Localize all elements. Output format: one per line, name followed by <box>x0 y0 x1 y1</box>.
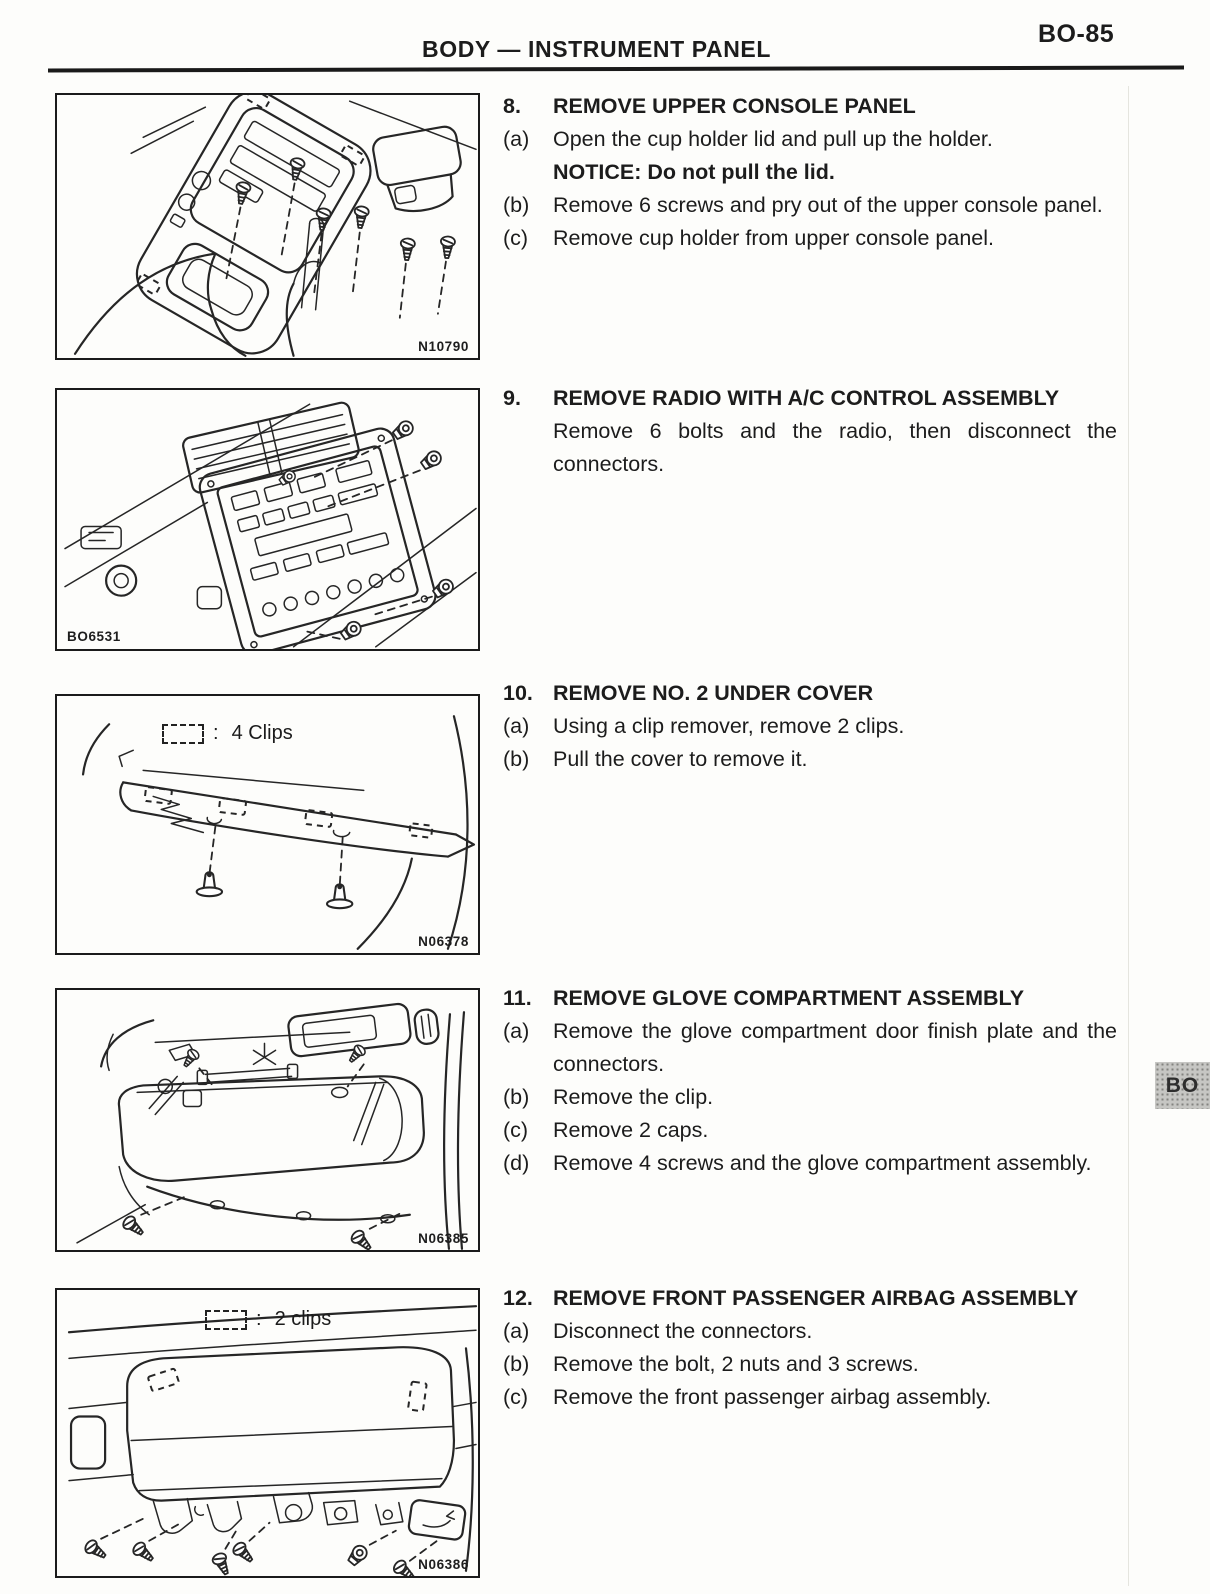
substep-text: Pull the cover to remove it. <box>553 747 808 771</box>
substep-label: (b) <box>503 193 530 217</box>
cup-holder <box>371 125 468 217</box>
screw-icon <box>83 1538 109 1562</box>
side-vent <box>414 1008 440 1045</box>
figure-code: N06385 <box>418 1231 469 1246</box>
substep-text: Disconnect the connectors. <box>553 1319 813 1343</box>
clip-legend <box>205 1308 331 1331</box>
defroster-vent <box>287 1003 411 1057</box>
clip-legend-separator: : <box>256 1308 262 1330</box>
substep-label: (b) <box>503 747 530 771</box>
step-title: REMOVE NO. 2 UNDER COVER <box>553 681 874 705</box>
step-8 <box>503 90 1117 255</box>
glove-box-door <box>119 1076 424 1181</box>
step-10 <box>503 677 1117 776</box>
substep-text: Open the cup holder lid and pull up the holder. <box>553 127 993 151</box>
screw-icon <box>400 238 416 260</box>
figure-code: N10790 <box>418 339 469 354</box>
substep-label: (a) <box>503 1319 530 1343</box>
figure-code: BO6531 <box>67 629 121 644</box>
step-number: 8. <box>503 94 521 118</box>
column-divider <box>1128 86 1129 1586</box>
substep-text: Remove 4 screws and the glove compartment assembly. <box>553 1151 1092 1175</box>
substep-label: (b) <box>503 1085 530 1109</box>
step-title: REMOVE GLOVE COMPARTMENT ASSEMBLY <box>553 986 1025 1010</box>
bolt-icon <box>419 449 443 472</box>
substep-label: (b) <box>503 1352 530 1376</box>
substep-text: Remove 2 caps. <box>553 1118 709 1142</box>
clip-fastener-icon <box>197 872 222 896</box>
step-title: REMOVE RADIO WITH A/C CONTROL ASSEMBLY <box>553 386 1060 410</box>
screw-icon <box>353 206 369 229</box>
page-number-label: BO-85 <box>1038 20 1115 48</box>
screw-icon <box>234 181 252 205</box>
screw-icon <box>391 1558 417 1576</box>
under-cover-panel <box>120 782 474 856</box>
screw-icon <box>440 236 456 258</box>
glove-compartment-drawing <box>57 990 478 1250</box>
substep-text: Remove the bolt, 2 nuts and 3 screws. <box>553 1352 919 1376</box>
clip-legend-separator: : <box>213 722 219 744</box>
screw-icon <box>288 157 306 181</box>
substep-label: (a) <box>503 714 530 738</box>
figure-radio-ac-control <box>55 388 480 651</box>
passenger-airbag-drawing <box>57 1290 478 1576</box>
substep-text: Remove the clip. <box>553 1085 714 1109</box>
step-number: 11. <box>503 986 532 1010</box>
clip-legend <box>162 722 293 745</box>
clip-box-icon <box>162 724 204 744</box>
figure-code: N06378 <box>418 934 469 949</box>
bolt-icon <box>346 1543 370 1567</box>
screw-icon <box>349 1228 374 1250</box>
substep-label: (a) <box>503 1019 530 1043</box>
clip-fastener-icon <box>327 884 352 908</box>
upper-console-panel-drawing <box>57 95 478 358</box>
substep-text: Remove the glove compartment door finish plate and the connectors. <box>553 1019 1117 1076</box>
airbag-lid <box>127 1347 454 1500</box>
substep-label: (c) <box>503 226 529 250</box>
substep-text: Using a clip remover, remove 2 clips. <box>553 714 905 738</box>
clip-legend-label: 4 Clips <box>231 722 293 744</box>
figure-code: N06386 <box>418 1557 469 1572</box>
step-number: 9. <box>503 386 521 410</box>
figure-no2-under-cover <box>55 694 480 955</box>
radio-unit <box>197 425 439 649</box>
substep-label <box>503 415 553 481</box>
clip-box-icon <box>205 1310 247 1330</box>
mounting-brackets <box>153 1493 466 1541</box>
substep-text: Remove cup holder from upper console panel. <box>553 226 995 250</box>
page-title: BODY — INSTRUMENT PANEL <box>422 36 772 62</box>
step-11 <box>503 982 1117 1180</box>
substep-text: Remove 6 bolts and the radio, then disconnect the connectors. <box>553 419 1117 476</box>
notice-text: NOTICE: Do not pull the lid. <box>553 160 835 184</box>
figure-passenger-airbag <box>55 1288 480 1578</box>
substep-label: (d) <box>503 1151 530 1175</box>
substep-text: Remove the front passenger airbag assembly. <box>553 1385 992 1409</box>
step-number: 12. <box>503 1286 533 1310</box>
screw-icon <box>231 1540 256 1565</box>
step-title: REMOVE UPPER CONSOLE PANEL <box>553 94 916 118</box>
bolt-icon <box>339 619 363 642</box>
step-9 <box>503 382 1117 481</box>
substep-label: (c) <box>503 1118 529 1142</box>
section-tab-bo: BO <box>1155 1062 1210 1109</box>
screw-icon <box>121 1214 147 1239</box>
console-outline <box>126 95 381 358</box>
radio-ac-control-drawing <box>57 390 478 649</box>
dash-vent <box>182 401 361 494</box>
substep-text: Remove 6 screws and pry out of the upper console panel. <box>553 193 1103 217</box>
header-rule <box>48 66 1184 73</box>
step-12 <box>503 1282 1117 1414</box>
substep-label: (c) <box>503 1385 529 1409</box>
screw-icon <box>211 1551 233 1576</box>
screw-icon <box>131 1540 157 1565</box>
step-title: REMOVE FRONT PASSENGER AIRBAG ASSEMBLY <box>553 1286 1079 1310</box>
hand-with-tool <box>75 218 324 355</box>
figure-upper-console-panel <box>55 93 480 360</box>
figure-glove-compartment <box>55 988 480 1252</box>
step-number: 10. <box>503 681 533 705</box>
screw-icon <box>346 1043 367 1065</box>
compartment-hardware <box>149 1043 384 1144</box>
substep-label: (a) <box>503 127 530 151</box>
clip-legend-label: 2 clips <box>274 1308 332 1330</box>
